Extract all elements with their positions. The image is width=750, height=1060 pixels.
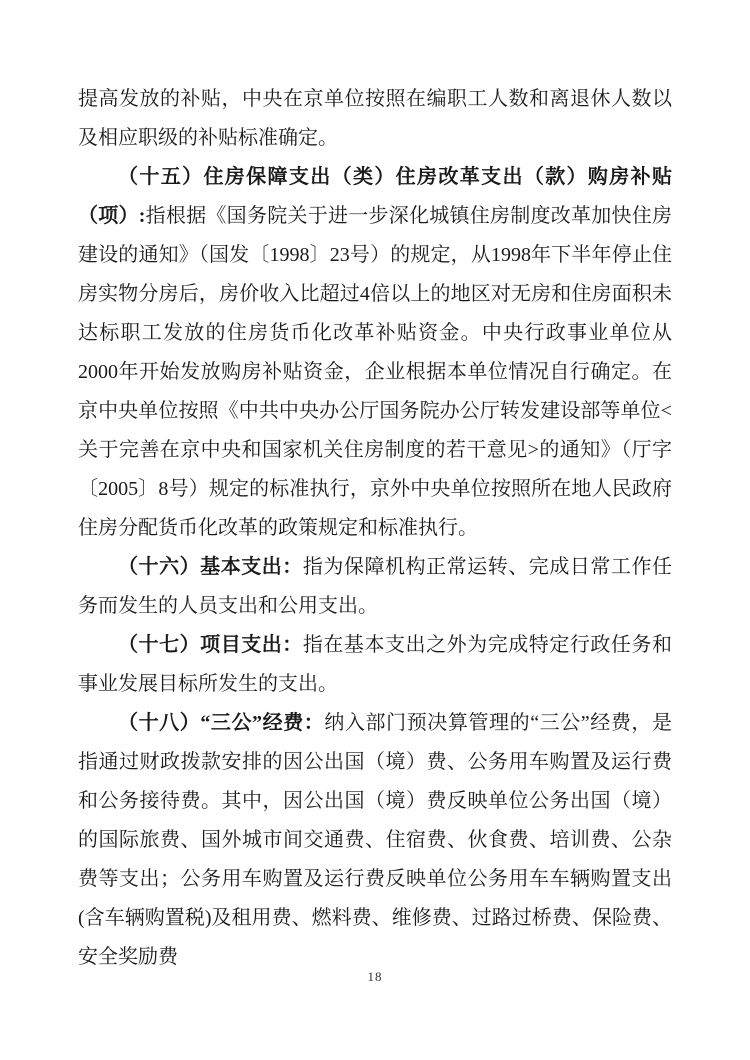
paragraph [78, 548, 672, 626]
paragraph-text: 提高发放的补贴，中央在京单位按照在编职工人数和离退休人数以及相应职级的补贴标准确定。 [78, 88, 672, 149]
paragraph-heading: （十六）基本支出： [118, 556, 303, 578]
paragraph [78, 626, 672, 704]
paragraph-heading: （十七）项目支出： [118, 634, 303, 656]
page-number: 18 [367, 969, 383, 984]
paragraph-text: 纳入部门预决算管理的“三公”经费，是指通过财政拨款安排的因公出国（境）费、公务用车购置及运行费和公务接待费。其中，因公出国（境）费反映单位公务出国（境）的国际旅费、国外城市间交通费、住宿费、伙食费、培训费、公杂费等支出；公务用车购置及运行费反映单位公务用车车辆购置支出(含车辆购置税)及租用费、燃料费、维修费、过路过桥费、保险费、安全奖励费 [78, 712, 673, 968]
paragraph-heading: （十五）住房保障支出（类）住房改革支出（款）购房补贴（项）: [78, 166, 672, 227]
paragraph [78, 80, 672, 158]
paragraph-text: 指在基本支出之外为完成特定行政任务和事业发展目标所发生的支出。 [78, 634, 673, 695]
paragraph [78, 704, 672, 977]
document-body [78, 80, 672, 977]
paragraph-heading: （十八）“三公”经费： [118, 712, 325, 734]
paragraph-text: 指根据《国务院关于进一步深化城镇住房制度改革加快住房建设的通知》（国发〔1998〕23号）的规定，从1998年下半年停止住房实物分房后，房价收入比超过4倍以上的地区对无房和住房面积未达标职工发放的住房货币化改革补贴资金。中央行政事业单位从2000年开始发放购房补贴资金，企业根据本单位情况自行确定。在京中央单位按照《中共中央办公厅国务院办公厅转发建设部等单位<关于完善在京中央和国家机关住房制度的若干意见>的通知》（厅字〔2005〕8号）规定的标准执行，京外中央单位按照所在地人民政府住房分配货币化改革的政策规定和标准执行。 [78, 205, 672, 539]
paragraph-text: 指为保障机构正常运转、完成日常工作任务而发生的人员支出和公用支出。 [78, 556, 673, 617]
paragraph [78, 158, 672, 548]
